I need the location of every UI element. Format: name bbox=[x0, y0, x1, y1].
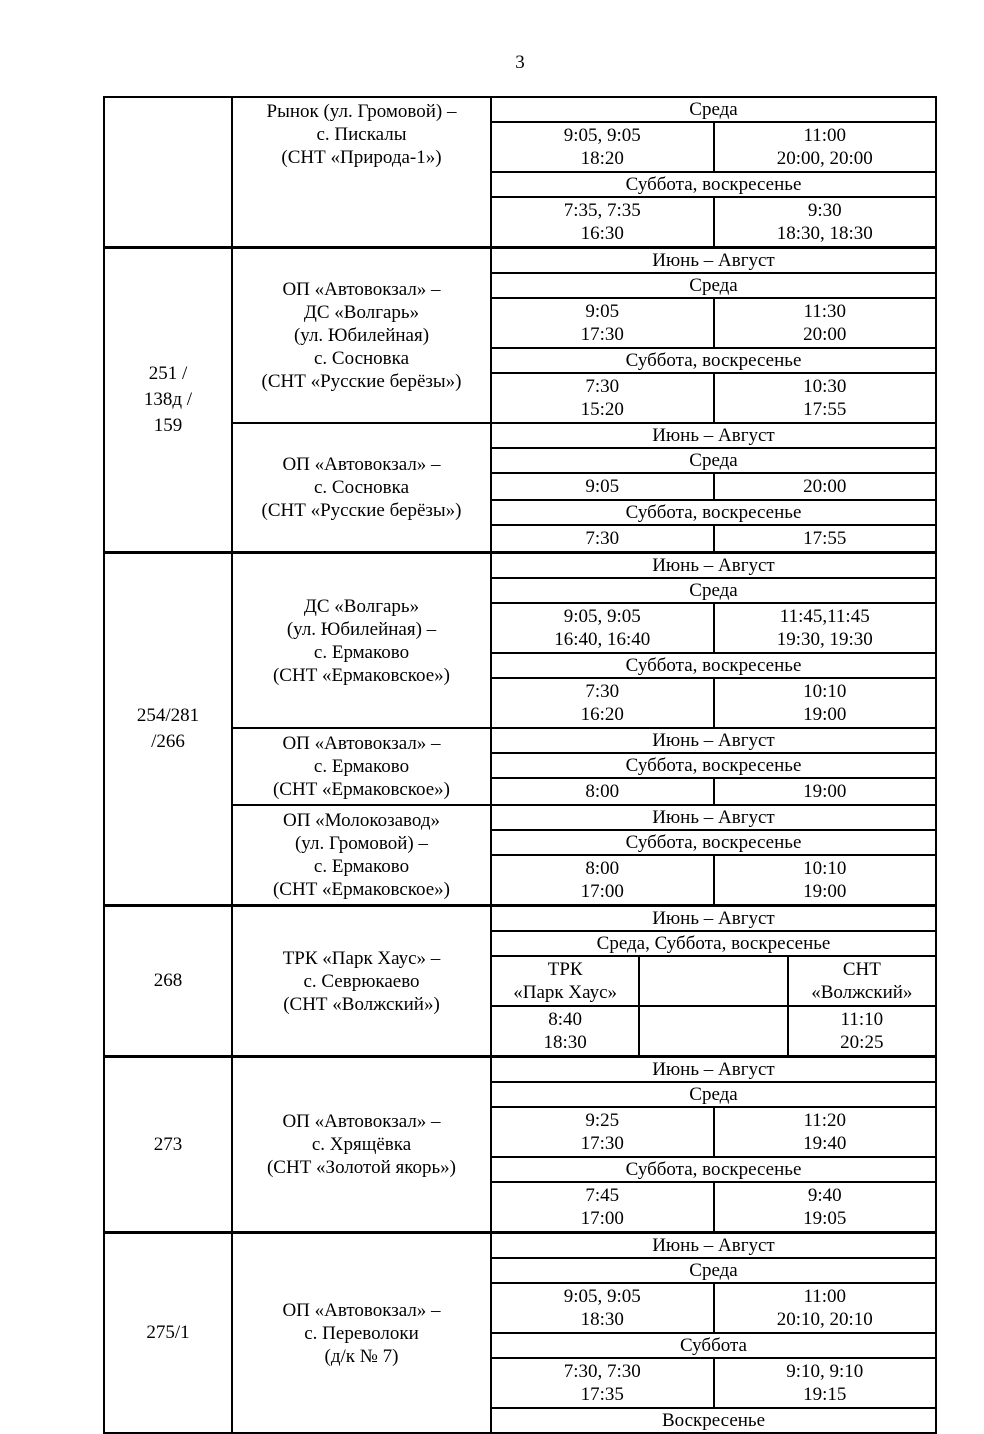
stop-name-line: с. Ермаково bbox=[313, 641, 410, 663]
time-row bbox=[492, 524, 935, 551]
stop-name-line: с. Пискалы bbox=[316, 124, 407, 145]
time-cell bbox=[492, 779, 713, 804]
route-number-line: 251 / bbox=[148, 363, 188, 384]
time-line: 19:00 bbox=[803, 881, 847, 902]
time-line: 7:35, 7:35 bbox=[563, 200, 641, 221]
stop-name-line: с. Ермаково bbox=[313, 756, 410, 777]
time-line: 19:15 bbox=[803, 1384, 847, 1405]
route-section bbox=[233, 98, 935, 246]
stop-name-cell bbox=[233, 806, 492, 904]
route-block bbox=[105, 551, 935, 904]
time-line: 18:30 bbox=[543, 1032, 587, 1053]
page-number: 3 bbox=[515, 52, 525, 73]
time-line: «Парк Хаус» bbox=[513, 982, 618, 1003]
stop-name-line: ОП «Автовокзал» – bbox=[282, 454, 441, 475]
time-line: 9:05 bbox=[585, 476, 620, 497]
time-line: 9:05 bbox=[585, 301, 620, 322]
time-line: 17:00 bbox=[580, 881, 624, 902]
stop-name-line: (ул. Громовой) – bbox=[294, 833, 428, 854]
route-number-line: 268 bbox=[153, 970, 183, 991]
schedule-header-row: Июнь – Август bbox=[652, 555, 775, 576]
route-number-line: 138д / bbox=[143, 389, 193, 410]
time-line: 7:30, 7:30 bbox=[563, 1361, 641, 1382]
time-line: 11:45,11:45 bbox=[779, 606, 870, 627]
schedule-header-row: Июнь – Август bbox=[652, 730, 775, 751]
time-row bbox=[492, 1357, 935, 1407]
time-cell bbox=[492, 604, 713, 652]
schedule-table bbox=[103, 96, 937, 1434]
stop-name-cell bbox=[233, 554, 492, 727]
time-line: 11:20 bbox=[803, 1110, 847, 1131]
time-cell bbox=[492, 123, 713, 171]
route-sections bbox=[233, 249, 935, 551]
time-line: 18:20 bbox=[580, 148, 624, 169]
stop-name-line: (СНТ «Золотой якорь») bbox=[266, 1157, 457, 1178]
route-section bbox=[233, 422, 935, 551]
route-block bbox=[105, 98, 935, 246]
route-number-line: 273 bbox=[153, 1133, 183, 1155]
time-line: 9:40 bbox=[807, 1185, 842, 1206]
time-line: 10:10 bbox=[803, 858, 847, 879]
time-line: 19:30, 19:30 bbox=[776, 629, 873, 650]
schedule-header-row: Июнь – Август bbox=[652, 908, 775, 929]
stop-name-line: ТРК «Парк Хаус» – bbox=[282, 947, 441, 969]
time-cell bbox=[713, 604, 936, 652]
time-line: 9:05, 9:05 bbox=[563, 125, 641, 146]
time-line: 17:35 bbox=[580, 1384, 624, 1405]
route-section bbox=[233, 1058, 935, 1231]
time-cell bbox=[713, 374, 936, 422]
route-block bbox=[105, 904, 935, 1055]
time-cell bbox=[787, 1007, 935, 1055]
time-cell bbox=[713, 1183, 936, 1231]
stop-name-line: ОП «Автовокзал» – bbox=[282, 1111, 441, 1132]
stop-name-line: ОП «Автовокзал» – bbox=[282, 1299, 441, 1321]
time-cell bbox=[492, 679, 713, 727]
time-line: ТРК bbox=[547, 959, 583, 980]
stop-name-line: ОП «Автовокзал» – bbox=[282, 279, 441, 300]
time-line: 11:30 bbox=[803, 301, 847, 322]
time-cell bbox=[638, 1007, 786, 1055]
route-block bbox=[105, 1055, 935, 1231]
schedule-header-row: Суббота, воскресенье bbox=[492, 171, 935, 196]
time-line: 16:20 bbox=[580, 704, 624, 725]
time-cell bbox=[638, 957, 786, 1005]
stop-name-line: (СНТ «Русские берёзы») bbox=[261, 371, 462, 392]
schedule-header-row: Суббота bbox=[492, 1332, 935, 1357]
time-line: 11:00 bbox=[803, 125, 847, 146]
time-row bbox=[492, 677, 935, 727]
schedule-header-row: Среда bbox=[492, 272, 935, 297]
time-cell bbox=[492, 1359, 713, 1407]
time-line: 10:10 bbox=[803, 681, 847, 702]
time-line: 9:10, 9:10 bbox=[786, 1361, 864, 1382]
schedule-header-row: Суббота, воскресенье bbox=[492, 1156, 935, 1181]
time-cell bbox=[492, 1284, 713, 1332]
stop-name-line: (СНТ «Природа-1») bbox=[281, 147, 442, 168]
schedule-header-row: Июнь – Август bbox=[652, 807, 775, 828]
route-number-line: 275/1 bbox=[146, 1322, 190, 1343]
stop-name-cell bbox=[233, 1234, 492, 1432]
stop-name-line: с. Севрюкаево bbox=[303, 970, 420, 992]
time-cell bbox=[492, 198, 713, 246]
time-row bbox=[492, 1005, 935, 1055]
time-cell bbox=[713, 198, 936, 246]
time-cell bbox=[492, 526, 713, 551]
schedule bbox=[492, 424, 935, 551]
stop-name-cell bbox=[233, 729, 492, 804]
time-line: 18:30, 18:30 bbox=[776, 223, 873, 244]
schedule bbox=[492, 907, 935, 1055]
time-line: 18:30 bbox=[580, 1309, 624, 1330]
schedule-header-row: Суббота, воскресенье bbox=[492, 347, 935, 372]
route-block bbox=[105, 1231, 935, 1432]
time-cell bbox=[787, 957, 935, 1005]
schedule-header-row: Среда bbox=[492, 577, 935, 602]
stop-name-cell bbox=[233, 98, 492, 246]
time-line: 20:00, 20:00 bbox=[776, 148, 873, 169]
time-line: 7:30 bbox=[585, 528, 620, 549]
route-section bbox=[233, 727, 935, 804]
time-cell bbox=[492, 1007, 638, 1055]
stop-name-line: (СНТ «Русские берёзы») bbox=[261, 500, 462, 521]
stop-name-line: (ул. Юбилейная) – bbox=[286, 618, 437, 640]
time-line: 9:05, 9:05 bbox=[563, 1286, 641, 1307]
time-line: 9:05, 9:05 bbox=[563, 606, 641, 627]
stop-name-line: с. Переволоки bbox=[304, 1322, 419, 1344]
time-line: 19:05 bbox=[803, 1208, 847, 1229]
stop-name-line: ОП «Автовокзал» – bbox=[282, 733, 441, 754]
time-line: 17:55 bbox=[803, 528, 847, 549]
time-row bbox=[492, 121, 935, 171]
route-section bbox=[233, 804, 935, 904]
route-sections bbox=[233, 554, 935, 904]
stop-name-cell bbox=[233, 249, 492, 422]
time-cell bbox=[713, 779, 936, 804]
route-section bbox=[233, 249, 935, 422]
stop-name-line: (СНТ «Ермаковское») bbox=[272, 664, 451, 686]
stop-name-line: ДС «Волгарь» bbox=[303, 595, 420, 617]
stop-name-line: ОП «Молокозавод» bbox=[282, 810, 440, 831]
schedule-header-row: Июнь – Август bbox=[652, 250, 775, 271]
time-line: 19:00 bbox=[803, 781, 847, 802]
stop-name-cell bbox=[233, 1058, 492, 1231]
time-cell bbox=[713, 1359, 936, 1407]
stop-name-line: с. Сосновка bbox=[313, 477, 410, 498]
time-line: 7:30 bbox=[585, 376, 620, 397]
route-number-cell bbox=[105, 554, 233, 904]
schedule-header-row: Воскресенье bbox=[492, 1407, 935, 1432]
schedule-header-row: Суббота, воскресенье bbox=[492, 752, 935, 777]
stop-name-cell bbox=[233, 424, 492, 551]
stop-name-line: ДС «Волгарь» bbox=[303, 302, 420, 323]
route-section bbox=[233, 1234, 935, 1432]
stop-name-line: (ул. Юбилейная) bbox=[293, 325, 430, 346]
stop-name-line: Рынок (ул. Громовой) – bbox=[266, 101, 457, 122]
time-cell bbox=[492, 374, 713, 422]
stop-name-line: с. Хрящёвка bbox=[311, 1134, 412, 1155]
schedule-header-row: Суббота, воскресенье bbox=[492, 829, 935, 854]
stop-name-line: (СНТ «Волжский») bbox=[283, 993, 440, 1015]
schedule-header-row: Июнь – Август bbox=[652, 1059, 775, 1080]
time-line: 11:00 bbox=[803, 1286, 847, 1307]
schedule-header-row: Суббота, воскресенье bbox=[492, 499, 935, 524]
route-number-line: 254/281 bbox=[136, 705, 200, 726]
time-cell bbox=[492, 299, 713, 347]
time-row bbox=[492, 297, 935, 347]
time-line: «Волжский» bbox=[811, 982, 913, 1003]
time-cell bbox=[492, 1183, 713, 1231]
time-line: 10:30 bbox=[803, 376, 847, 397]
time-line: 19:40 bbox=[803, 1133, 847, 1154]
route-number-line: 159 bbox=[153, 415, 183, 436]
schedule-header-row: Среда bbox=[492, 1081, 935, 1106]
schedule bbox=[492, 729, 935, 804]
schedule bbox=[492, 249, 935, 422]
schedule bbox=[492, 1234, 935, 1432]
time-line: 17:30 bbox=[580, 324, 624, 345]
route-sections bbox=[233, 907, 935, 1055]
time-line: 9:30 bbox=[807, 200, 842, 221]
route-block bbox=[105, 246, 935, 551]
time-cell bbox=[713, 526, 936, 551]
schedule-header-row: Среда bbox=[492, 1257, 935, 1282]
stop-name-line: (СНТ «Ермаковское») bbox=[272, 879, 451, 900]
schedule-header-row: Среда bbox=[689, 99, 738, 120]
time-line: 11:10 bbox=[840, 1009, 884, 1030]
route-sections bbox=[233, 1234, 935, 1432]
route-sections bbox=[233, 1058, 935, 1231]
time-row bbox=[492, 472, 935, 499]
time-line: 17:55 bbox=[803, 399, 847, 420]
route-number-cell bbox=[105, 907, 233, 1055]
stop-name-line: (СНТ «Ермаковское») bbox=[272, 779, 451, 800]
route-number-cell bbox=[105, 249, 233, 551]
schedule bbox=[492, 554, 935, 727]
route-number-cell bbox=[105, 1234, 233, 1432]
time-line: 8:00 bbox=[585, 858, 620, 879]
time-line: 16:40, 16:40 bbox=[554, 629, 651, 650]
schedule-header-row: Среда bbox=[492, 447, 935, 472]
time-row bbox=[492, 854, 935, 904]
time-line: 20:00 bbox=[803, 476, 847, 497]
stop-name-line: (д/к № 7) bbox=[324, 1345, 399, 1367]
stop-name-line: с. Ермаково bbox=[313, 856, 410, 877]
time-cell bbox=[713, 299, 936, 347]
time-line: 8:00 bbox=[585, 781, 620, 802]
time-line: СНТ bbox=[842, 959, 881, 980]
time-row bbox=[492, 955, 935, 1005]
time-cell bbox=[713, 123, 936, 171]
time-line: 17:30 bbox=[580, 1133, 624, 1154]
time-row bbox=[492, 196, 935, 246]
time-row bbox=[492, 1282, 935, 1332]
stop-name-cell bbox=[233, 907, 492, 1055]
schedule-header-row: Июнь – Август bbox=[652, 425, 775, 446]
schedule-header-row: Суббота, воскресенье bbox=[492, 652, 935, 677]
route-sections bbox=[233, 98, 935, 246]
route-number-cell bbox=[105, 98, 233, 246]
time-line: 7:45 bbox=[585, 1185, 620, 1206]
stop-name-line: с. Сосновка bbox=[313, 348, 410, 369]
time-line: 8:40 bbox=[548, 1009, 583, 1030]
route-section bbox=[233, 907, 935, 1055]
time-line: 19:00 bbox=[803, 704, 847, 725]
time-line: 15:20 bbox=[580, 399, 624, 420]
time-row bbox=[492, 1106, 935, 1156]
schedule bbox=[492, 806, 935, 904]
time-row bbox=[492, 372, 935, 422]
time-cell bbox=[713, 856, 936, 904]
schedule-header-row: Июнь – Август bbox=[652, 1235, 775, 1256]
time-row bbox=[492, 777, 935, 804]
schedule bbox=[492, 98, 935, 246]
time-line: 17:00 bbox=[580, 1208, 624, 1229]
time-row bbox=[492, 602, 935, 652]
time-cell bbox=[492, 474, 713, 499]
time-cell bbox=[713, 1284, 936, 1332]
time-row bbox=[492, 1181, 935, 1231]
time-line: 20:00 bbox=[803, 324, 847, 345]
time-cell bbox=[492, 1108, 713, 1156]
route-number-cell bbox=[105, 1058, 233, 1231]
schedule-header-row: Среда, Суббота, воскресенье bbox=[492, 930, 935, 955]
time-line: 16:30 bbox=[580, 223, 624, 244]
route-number-line: /266 bbox=[151, 731, 185, 752]
route-section bbox=[233, 554, 935, 727]
time-line: 9:25 bbox=[585, 1110, 620, 1131]
time-line: 20:25 bbox=[840, 1032, 884, 1053]
time-cell bbox=[713, 1108, 936, 1156]
time-cell bbox=[713, 679, 936, 727]
time-cell bbox=[713, 474, 936, 499]
time-line: 20:10, 20:10 bbox=[776, 1309, 873, 1330]
time-cell bbox=[492, 856, 713, 904]
time-cell bbox=[492, 957, 638, 1005]
time-line: 7:30 bbox=[585, 681, 620, 702]
schedule bbox=[492, 1058, 935, 1231]
